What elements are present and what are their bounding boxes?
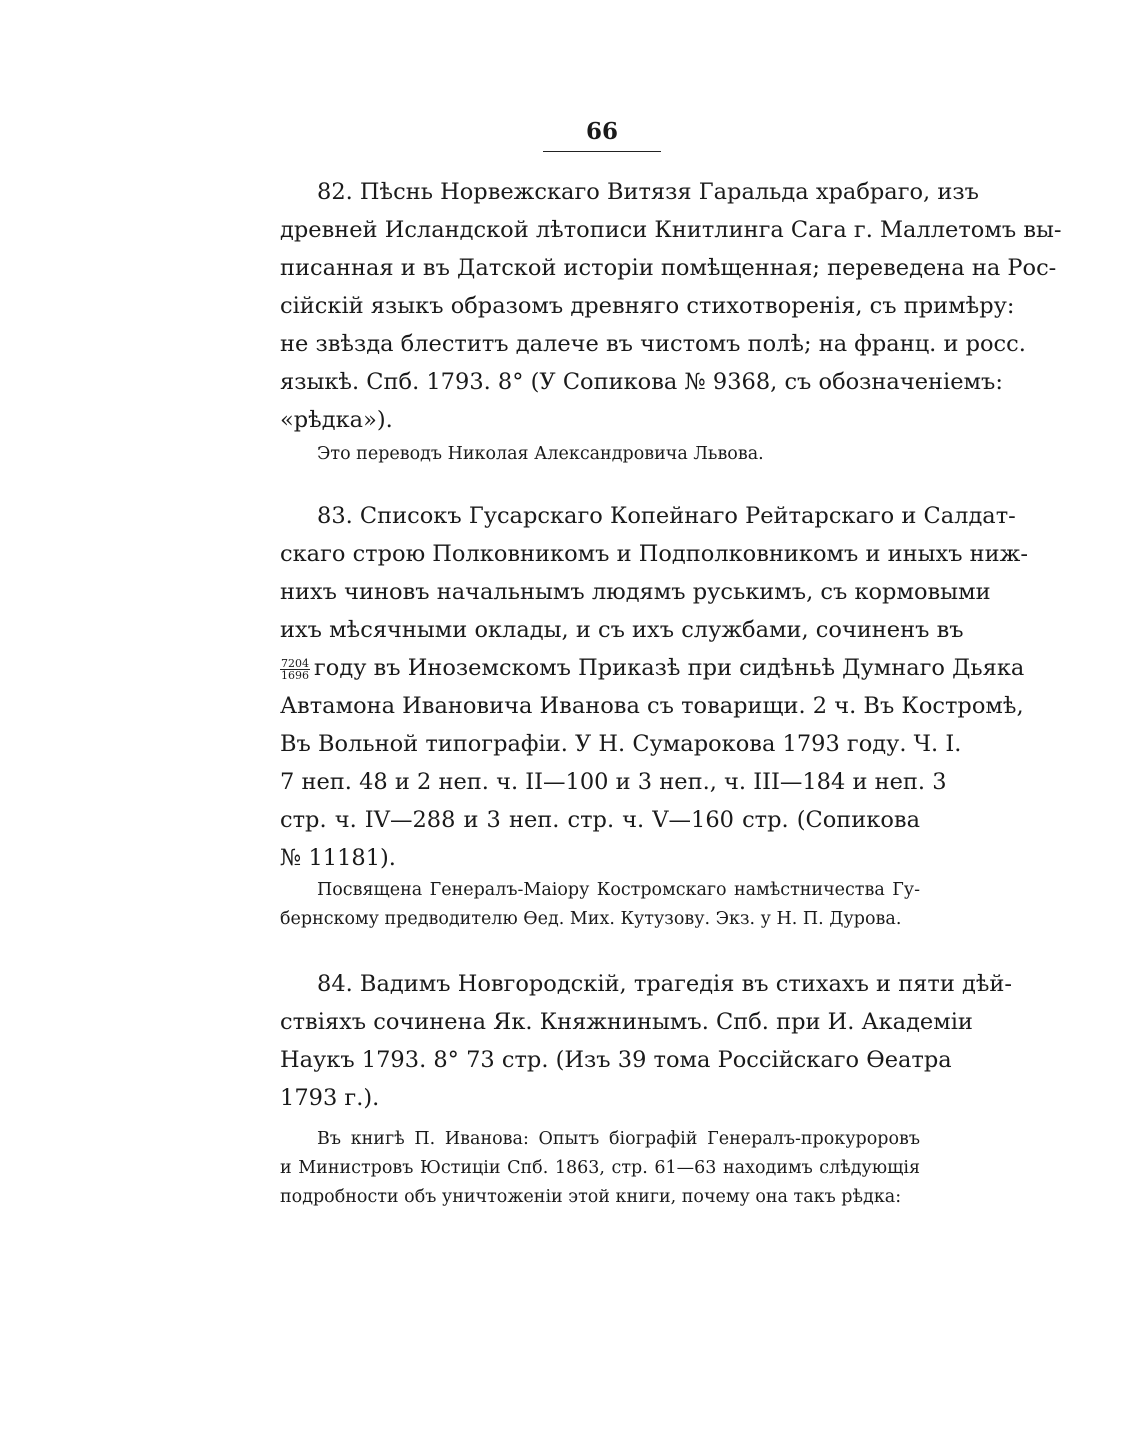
entry-83-line-5-text: году въ Иноземскомъ Приказѣ при сидѣньѣ Думнаго Дьяка [314, 655, 1025, 681]
entry-83-line-4: ихъ мѣсячными оклады, и съ ихъ службами, сочиненъ въ [280, 617, 964, 643]
entry-84 [280, 965, 1012, 1117]
entry-82-note-line-1: Это переводъ Николая Александровича Львова. [317, 444, 764, 464]
entry-82-note [280, 440, 920, 469]
entry-82-line-3: писанная и въ Датской исторіи помѣщенная; переведена на Рос- [280, 255, 1057, 281]
entry-84-line-3: Наукъ 1793. 8° 73 стр. (Изъ 39 тома Россійскаго Ѳеатра [280, 1047, 952, 1073]
entry-83-note-line-1: Посвящена Генералъ-Маіору Костромскаго намѣстничества Гу- [317, 880, 920, 900]
entry-83-line-2: скаго строю Полковникомъ и Подполковникомъ и иныхъ ниж- [280, 541, 1028, 567]
entry-82 [280, 173, 1062, 439]
entry-84-note-line-1: Въ книгѣ П. Иванова: Опытъ біографій Генералъ-прокуроровъ [317, 1129, 920, 1149]
entry-83-line-7: Въ Вольной типографіи. У Н. Сумарокова 1793 году. Ч. I. [280, 731, 962, 757]
entry-82-line-4: сійскій языкъ образомъ древняго стихотворенія, съ примѣру: [280, 293, 1015, 319]
entry-84-note [280, 1125, 920, 1212]
entry-84-note-line-3: подробности объ уничтоженіи этой книги, почему она такъ рѣдка: [280, 1187, 902, 1207]
entry-83-line-6: Автамона Ивановича Иванова съ товарищи. 2 ч. Въ Костромѣ, [280, 693, 1024, 719]
entry-83-line-1: 83. Списокъ Гусарскаго Копейнаго Рейтарскаго и Салдат- [317, 503, 1016, 529]
entry-83-line-5 [280, 649, 1025, 687]
entry-84-line-2: ствіяхъ сочинена Як. Княжнинымъ. Спб. при И. Академіи [280, 1009, 973, 1035]
entry-83-line-9: стр. ч. IV—288 и 3 неп. стр. ч. V—160 стр. (Сопикова [280, 807, 920, 833]
entry-83-line-8: 7 неп. 48 и 2 неп. ч. II—100 и 3 неп., ч. III—184 и неп. 3 [280, 769, 947, 795]
year-fraction-denominator: 1696 [281, 668, 309, 682]
entry-82-line-1: 82. Пѣснь Норвежскаго Витязя Гаральда храбраго, изъ [317, 179, 979, 205]
entry-84-line-1: 84. Вадимъ Новгородскій, трагедія въ стихахъ и пяти дѣй- [317, 971, 1012, 997]
entry-84-line-4: 1793 г.). [280, 1085, 380, 1111]
page-number: 66 [543, 118, 661, 152]
entry-84-note-line-2: и Министровъ Юстиціи Спб. 1863, стр. 61—63 находимъ слѣдующія [280, 1158, 920, 1178]
entry-83-note [280, 876, 920, 934]
entry-82-line-7: «рѣдка»). [280, 407, 393, 433]
year-fraction-numerator: 7204 [281, 656, 309, 670]
entry-83-line-10: № 11181). [280, 845, 396, 871]
entry-82-line-6: языкѣ. Спб. 1793. 8° (У Сопикова № 9368, съ обозначеніемъ: [280, 369, 1003, 395]
entry-83-note-line-2: бернскому предводителю Ѳед. Мих. Кутузову. Экз. у Н. П. Дурова. [280, 909, 902, 929]
entry-83-line-3: нихъ чиновъ начальнымъ людямъ руськимъ, съ кормовыми [280, 579, 991, 605]
entry-82-line-2: древней Исландской лѣтописи Книтлинга Сага г. Маллетомъ вы- [280, 217, 1062, 243]
entry-82-line-5: не звѣзда блеститъ далече въ чистомъ полѣ; на франц. и росс. [280, 331, 1026, 357]
year-fraction [280, 658, 310, 681]
entry-83 [280, 497, 1028, 877]
